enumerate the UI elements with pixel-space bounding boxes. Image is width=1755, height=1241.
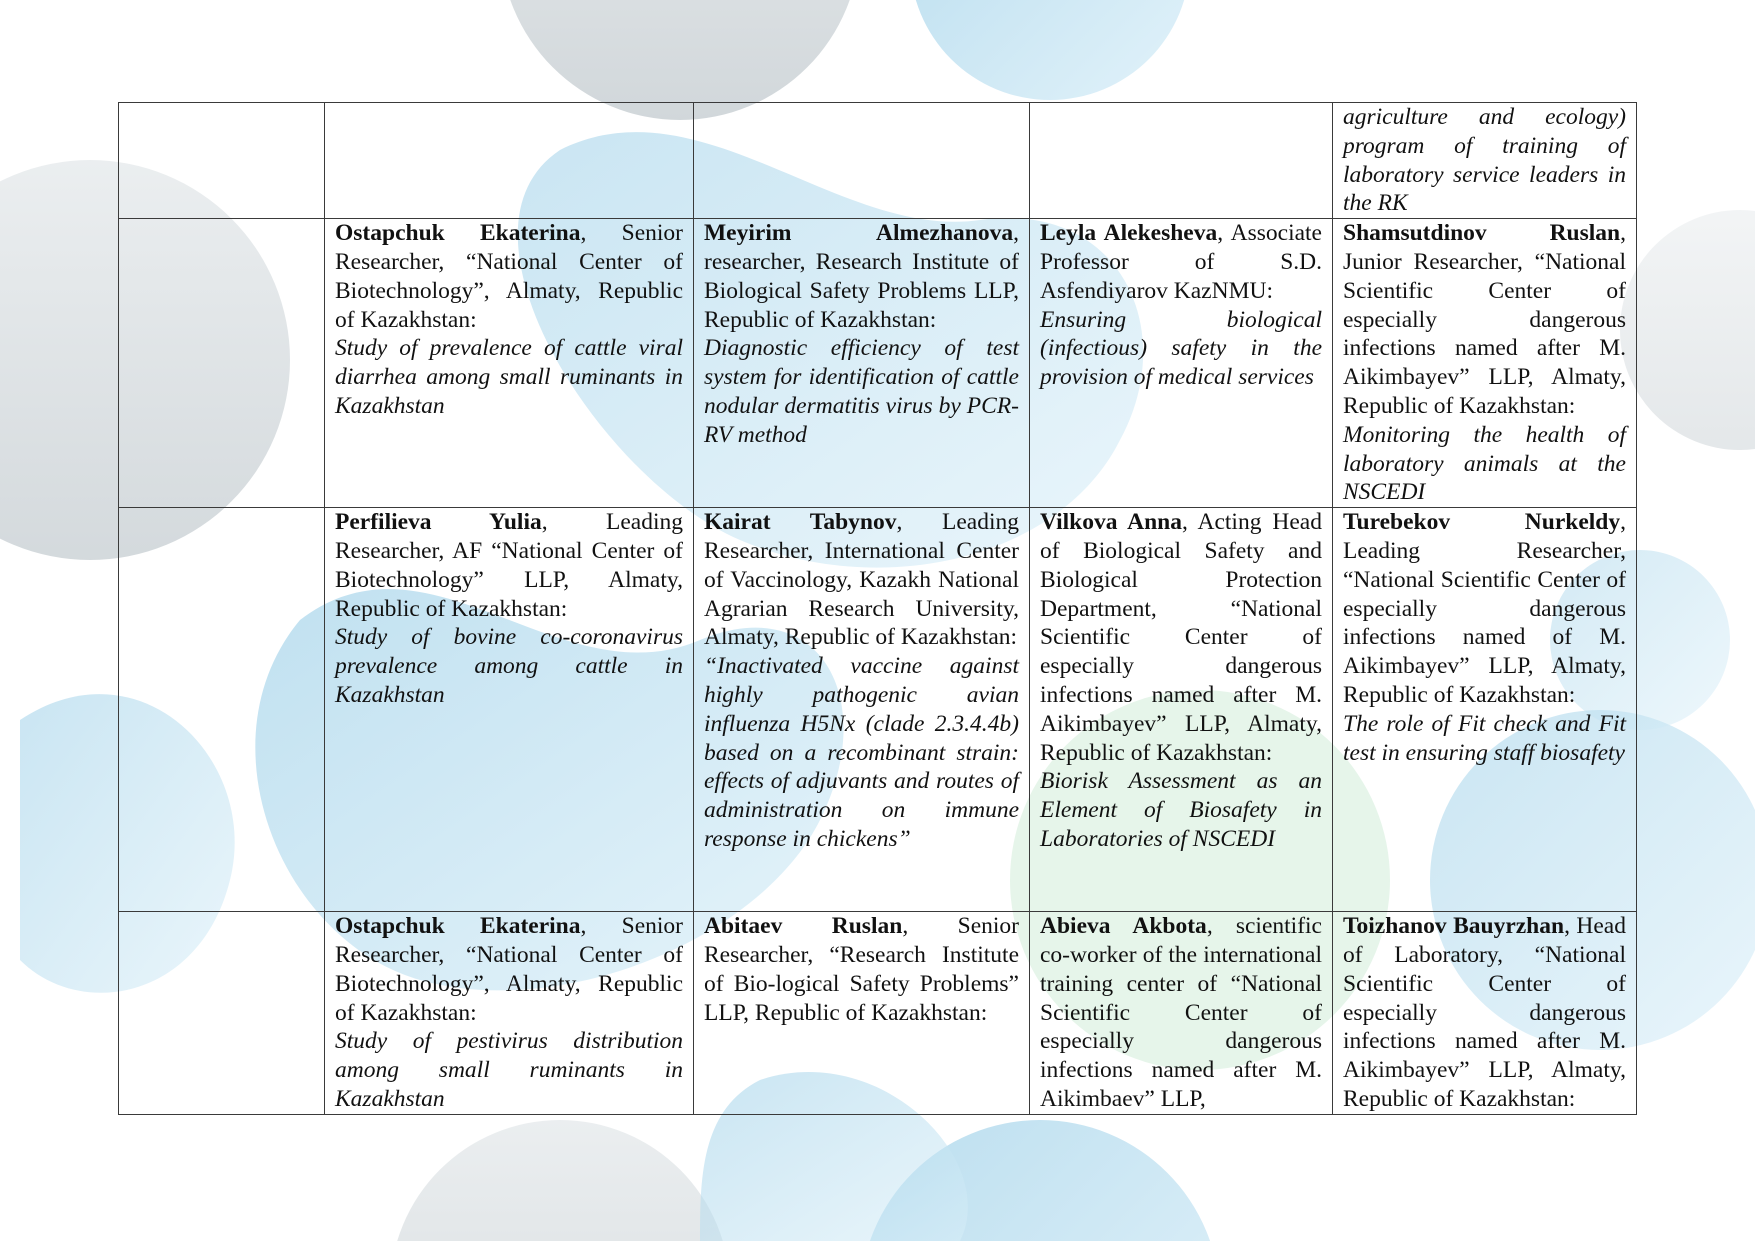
speaker-position: , Senior Researcher, “National Center of Biotechnology”, Almaty, Republic of Kazakhstan: — [335, 220, 683, 333]
speaker-cell — [1030, 508, 1333, 912]
speaker-cell — [325, 508, 694, 912]
table-cell — [1030, 103, 1333, 219]
speaker-info — [1343, 219, 1626, 421]
speaker-cell — [325, 912, 694, 1115]
presentation-topic: The role of Fit check and Fit test in ensuring staff biosafety — [1343, 710, 1626, 766]
speaker-info — [335, 508, 683, 623]
speaker-position: , researcher, Research Institute of Biological Safety Problems LLP, Republic of Kazakhstan: — [704, 220, 1019, 333]
speaker-cell — [1030, 219, 1333, 508]
speaker-position: , Leading Researcher, AF “National Center of Biotechnology” LLP, Almaty, Republic of Kazakhstan: — [335, 509, 683, 622]
speaker-info — [1040, 508, 1322, 767]
right-pill-circle — [1620, 210, 1755, 450]
speaker-info — [1040, 219, 1322, 305]
speaker-name: Meyirim Almezhanova — [704, 220, 1014, 247]
bottom-left-circle — [390, 1120, 730, 1241]
table-row — [119, 219, 1637, 508]
speaker-name: Abitaev Ruslan — [704, 913, 903, 940]
speaker-cell — [1333, 219, 1637, 508]
speaker-info — [704, 508, 1019, 652]
table-cell — [119, 912, 325, 1115]
speaker-name: Shamsutdinov Ruslan — [1343, 220, 1621, 247]
speaker-name: Kairat Tabynov — [704, 509, 897, 536]
speaker-position: , Senior Researcher, “National Center of Biotechnology”, Almaty, Republic of Kazakhstan: — [335, 913, 683, 1026]
speaker-position: , Head of Laboratory, “National Scientific Center of especially dangerous infections named after M. Aikimbayev” LLP, Almaty, Republic of Kazakhstan: — [1343, 913, 1626, 1112]
presentation-topic: Biorisk Assessment as an Element of Biosafety in Laboratories of NSCEDI — [1040, 768, 1322, 852]
speaker-info — [1343, 912, 1626, 1114]
speaker-info — [704, 219, 1019, 334]
table-cell — [119, 103, 325, 219]
speaker-info — [704, 912, 1019, 1027]
speaker-info — [1040, 912, 1322, 1114]
speaker-position: , scientific co-worker of the international training center of “National Scientific Center of especially dangerous infections named after M. Aikimbaev” LLP, — [1040, 913, 1322, 1112]
speaker-position: , Senior Researcher, “Research Institute of Bio-logical Safety Problems” LLP, Republic of Kazakhstan: — [704, 913, 1019, 1026]
speaker-info — [1343, 508, 1626, 710]
presentation-topic: Monitoring the health of laboratory animals at the NSCEDI — [1343, 421, 1626, 506]
table-row — [119, 508, 1637, 912]
speaker-cell — [325, 219, 694, 508]
presentation-topic: agriculture and ecology) program of training of laboratory service leaders in the RK — [1343, 104, 1626, 217]
presentation-topic: Study of prevalence of cattle viral diarrhea among small ruminants in Kazakhstan — [335, 335, 683, 419]
speaker-position: , Associate Professor of S.D. Asfendiyarov KazNMU: — [1040, 220, 1322, 304]
table-row — [119, 103, 1637, 219]
presentation-topic: “Inactivated vaccine against highly pathogenic avian influenza H5Nx (clade 2.3.4.4b) based on a recombinant strain: effects of adjuvants and routes of administration on immune response in chickens” — [704, 653, 1019, 852]
table-row — [119, 912, 1637, 1115]
speaker-position: , Acting Head of Biological Safety and Biological Protection Department, “National Scientific Center of especially dangerous infections named after M. Aikimbayev” LLP, Almaty, Republic of Kazakhstan: — [1040, 509, 1322, 766]
speaker-cell — [694, 508, 1030, 912]
speaker-position: , Leading Researcher, International Center of Vaccinology, Kazakh National Agrarian Research University, Almaty, Republic of Kazakhstan: — [704, 509, 1020, 651]
speaker-cell — [1333, 508, 1637, 912]
speaker-name: Ostapchuk Ekaterina — [335, 913, 581, 940]
speaker-name: Toizhanov Bauyrzhan — [1343, 913, 1565, 940]
speaker-info — [335, 912, 683, 1027]
table-cell — [119, 508, 325, 912]
speaker-name: Turebekov Nurkeldy — [1343, 509, 1621, 536]
table-cell — [694, 103, 1030, 219]
top-right-photo-circle — [910, 0, 1190, 100]
speaker-cell — [694, 912, 1030, 1115]
table-cell — [119, 219, 325, 508]
speaker-name: Ostapchuk Ekaterina — [335, 220, 581, 247]
presentation-topic: Ensuring biological (infectious) safety in the provision of medical services — [1040, 306, 1322, 391]
speaker-name: Vilkova Anna — [1040, 509, 1182, 536]
speaker-cell — [1030, 912, 1333, 1115]
table-cell — [1333, 103, 1637, 219]
program-table — [118, 102, 1637, 1115]
table-cell — [325, 103, 694, 219]
speaker-name: Perfilieva Yulia — [335, 509, 542, 536]
speaker-name: Leyla Alekesheva — [1040, 220, 1218, 247]
presentation-topic: Diagnostic efficiency of test system for identification of cattle nodular dermatitis virus by PCR-RV method — [704, 335, 1019, 448]
speaker-cell — [1333, 912, 1637, 1115]
speaker-position: , Leading Researcher, “National Scientific Center of especially dangerous infections named of M. Aikimbayev” LLP, Almaty, Republic of Kazakhstan: — [1343, 509, 1626, 708]
speaker-name: Abieva Akbota — [1040, 913, 1207, 940]
speaker-info — [335, 219, 683, 334]
speaker-cell — [694, 219, 1030, 508]
presentation-topic: Study of bovine co-coronavirus prevalence among cattle in Kazakhstan — [335, 624, 683, 708]
presentation-topic: Study of pestivirus distribution among small ruminants in Kazakhstan — [335, 1028, 683, 1112]
speaker-position: , Junior Researcher, “National Scientific Center of especially dangerous infections named after M. Aikimbayev” LLP, Almaty, Republic of Kazakhstan: — [1343, 220, 1626, 419]
